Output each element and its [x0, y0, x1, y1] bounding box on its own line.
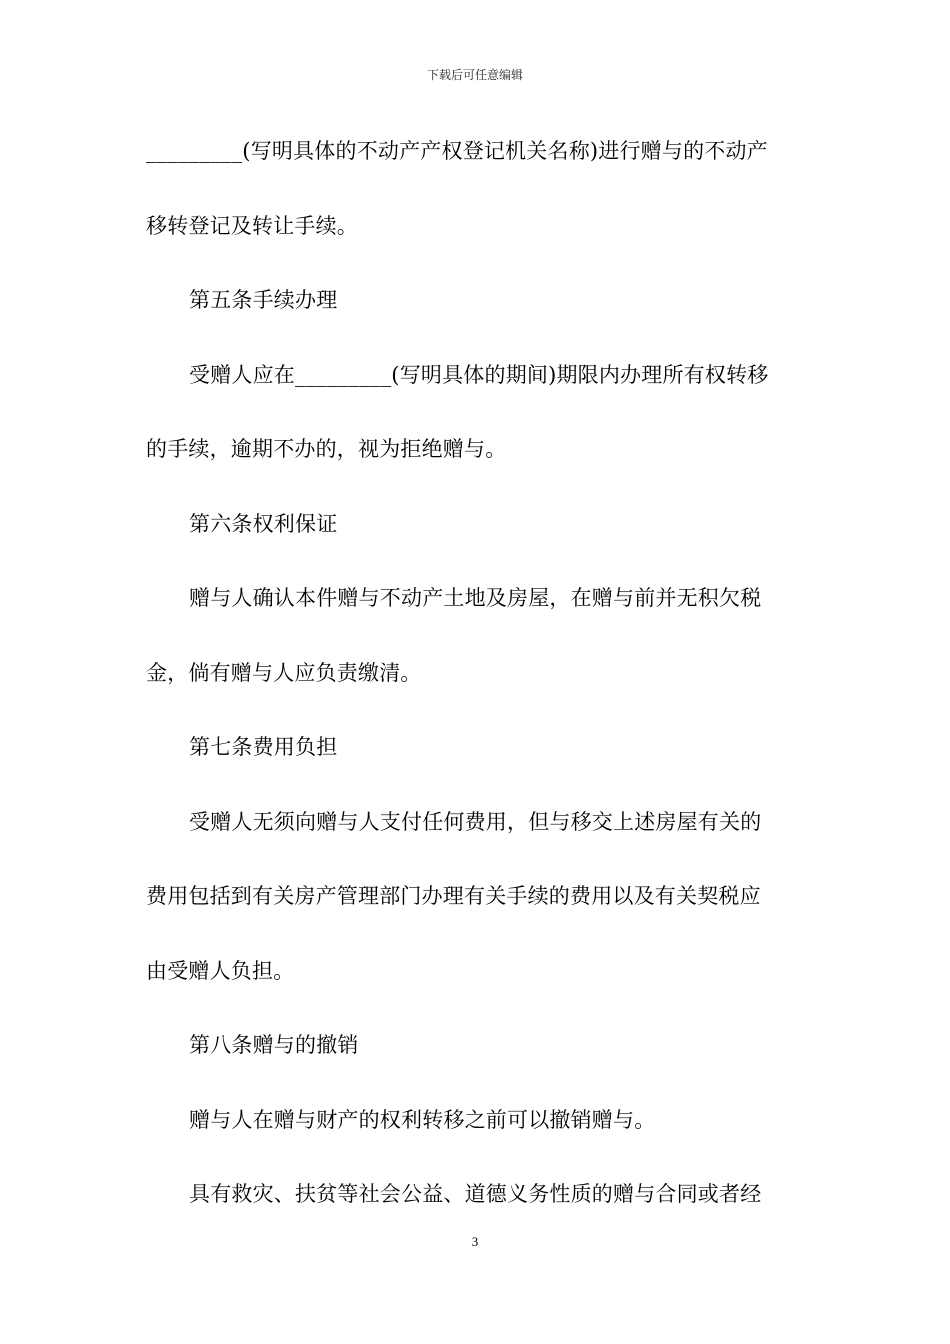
body-line-14: 赠与人在赠与财产的权利转移之前可以撤销赠与。 [189, 1108, 656, 1132]
article-5-heading: 第五条手续办理 [189, 288, 338, 312]
page-number: 3 [471, 1234, 479, 1249]
header-note: 下载后可任意编辑 [426, 68, 523, 82]
body-line-8: 金，倘有赠与人应负责缴清。 [146, 661, 422, 685]
body-line-11: 费用包括到有关房产管理部门办理有关手续的费用以及有关契税应 [146, 884, 761, 908]
article-7-heading: 第七条费用负担 [189, 735, 338, 759]
body-line-10: 受赠人无须向赠与人支付任何费用，但与移交上述房屋有关的 [189, 810, 762, 834]
body-line-15: 具有救灾、扶贫等社会公益、道德义务性质的赠与合同或者经 [189, 1182, 762, 1206]
body-line-1: _________(写明具体的不动产产权登记机关名称)进行赠与的不动产 [146, 139, 768, 163]
body-line-5: 的手续，逾期不办的，视为拒绝赠与。 [146, 437, 507, 461]
body-line-7: 赠与人确认本件赠与不动产土地及房屋，在赠与前并无积欠税 [189, 586, 762, 610]
article-6-heading: 第六条权利保证 [189, 512, 338, 536]
body-line-12: 由受赠人负担。 [146, 959, 295, 983]
article-8-heading: 第八条赠与的撤销 [189, 1033, 359, 1057]
body-line-4: 受赠人应在_________(写明具体的期间)期限内办理所有权转移 [189, 363, 769, 387]
body-line-2: 移转登记及转让手续。 [146, 214, 358, 238]
